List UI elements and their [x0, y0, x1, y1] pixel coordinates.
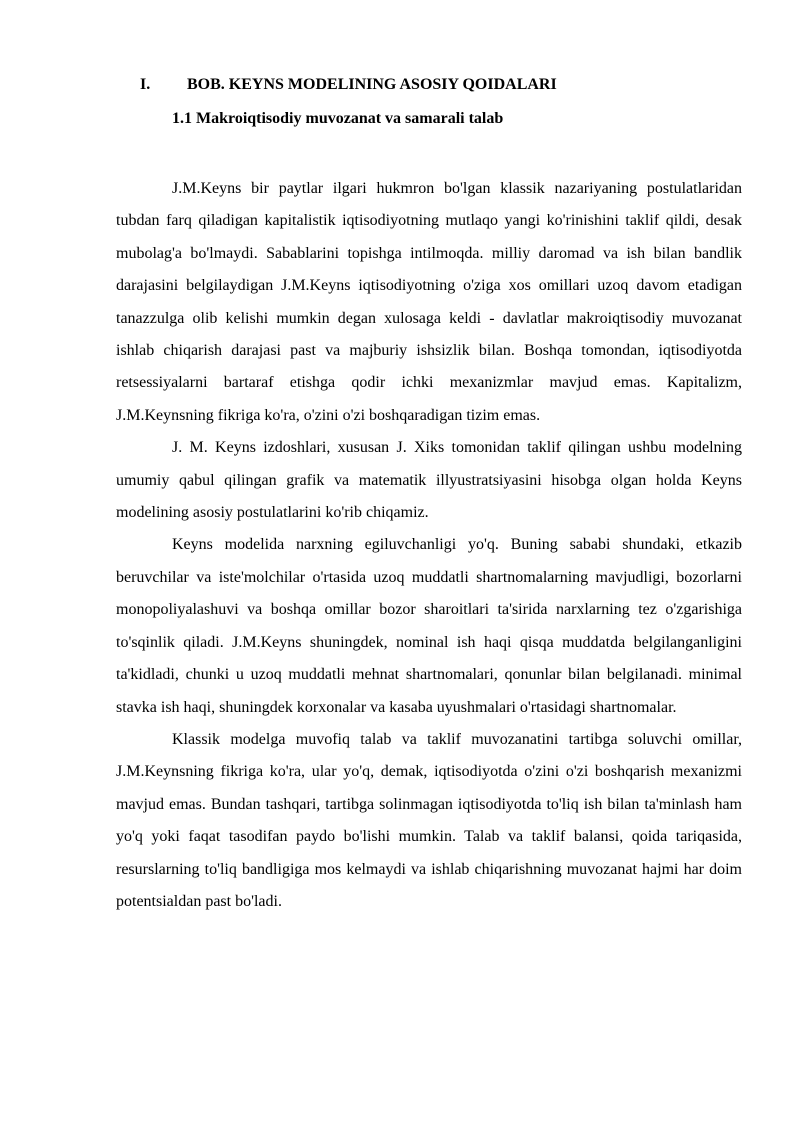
paragraph: J.M.Keyns bir paytlar ilgari hukmron bo'lgan klassik nazariyaning postulatlaridan tubdan farq qiladigan kapitalistik iqtisodiyotning mutlaqo yangi ko'rinishini taklif qildi, desak mubolag'a bo'lmaydi. Sabablarini topishga intilmoqda. milliy daromad va ish bilan bandlik darajasini belgilaydigan J.M.Keyns iqtisodiyotning o'ziga xos omillari uzoq davom etadigan tanazzulga olib kelishi mumkin degan xulosaga keldi - davlatlar makroiqtisodiy muvozanat ishlab chiqarish darajasi past va majburiy ishsizlik bilan. Boshqa tomondan, iqtisodiyotda retsessiyalarni bartaraf etishga qodir ichki mexanizmlar mavjud emas. Kapitalizm, J.M.Keynsning fikriga ko'ra, o'zini o'zi boshqaradigan tizim emas. [116, 180, 742, 424]
chapter-title: BOB. KEYNS MODELINING ASOSIY QOIDALARI [187, 76, 557, 93]
paragraph: Keyns modelida narxning egiluvchanligi yo'q. Buning sababi shundaki, etkazib beruvchilar va iste'molchilar o'rtasida uzoq muddatli shartnomalarning mavjudligi, bozorlarni monopoliyalashuvi va boshqa omillar bozor sharoitlari ta'sirida narxlarning tez o'zgarishiga to'sqinlik qiladi. J.M.Keyns shuningdek, nominal ish haqi qisqa muddatda belgilanganligini ta'kidladi, chunki u uzoq muddatli mehnat shartnomalari, qonunlar bilan belgilanadi. minimal stavka ish haqi, shuningdek korxonalar va kasaba uyushmalari o'rtasidagi shartnomalar. [116, 536, 742, 716]
section-heading: 1.1 Makroiqtisodiy muvozanat va samarali talab [172, 110, 504, 127]
paragraph: Klassik modelga muvofiq talab va taklif muvozanatini tartibga soluvchi omillar, J.M.Keynsning fikriga ko'ra, ular yo'q, demak, iqtisodiyotda o'zini o'zi boshqarish mexanizmi mavjud emas. Bundan tashqari, tartibga solinmagan iqtisodiyotda to'liq ish bilan ta'minlash ham yo'q yoki faqat tasodifan paydo bo'lishi mumkin. Talab va taklif balansi, qoida tariqasida, resurslarning to'liq bandligiga mos kelmaydi va ishlab chiqarishning muvozanat hajmi har doim potentsialdan past bo'ladi. [116, 730, 742, 910]
chapter-heading [140, 76, 557, 94]
body-text [116, 173, 742, 918]
paragraph: J. M. Keyns izdoshlari, xususan J. Xiks tomonidan taklif qilingan ushbu modelning umumiy qabul qilingan grafik va matematik illyustratsiyasini hisobga olgan holda Keyns modelining asosiy postulatlarini ko'rib chiqamiz. [116, 439, 742, 522]
chapter-number: I. [140, 76, 151, 93]
